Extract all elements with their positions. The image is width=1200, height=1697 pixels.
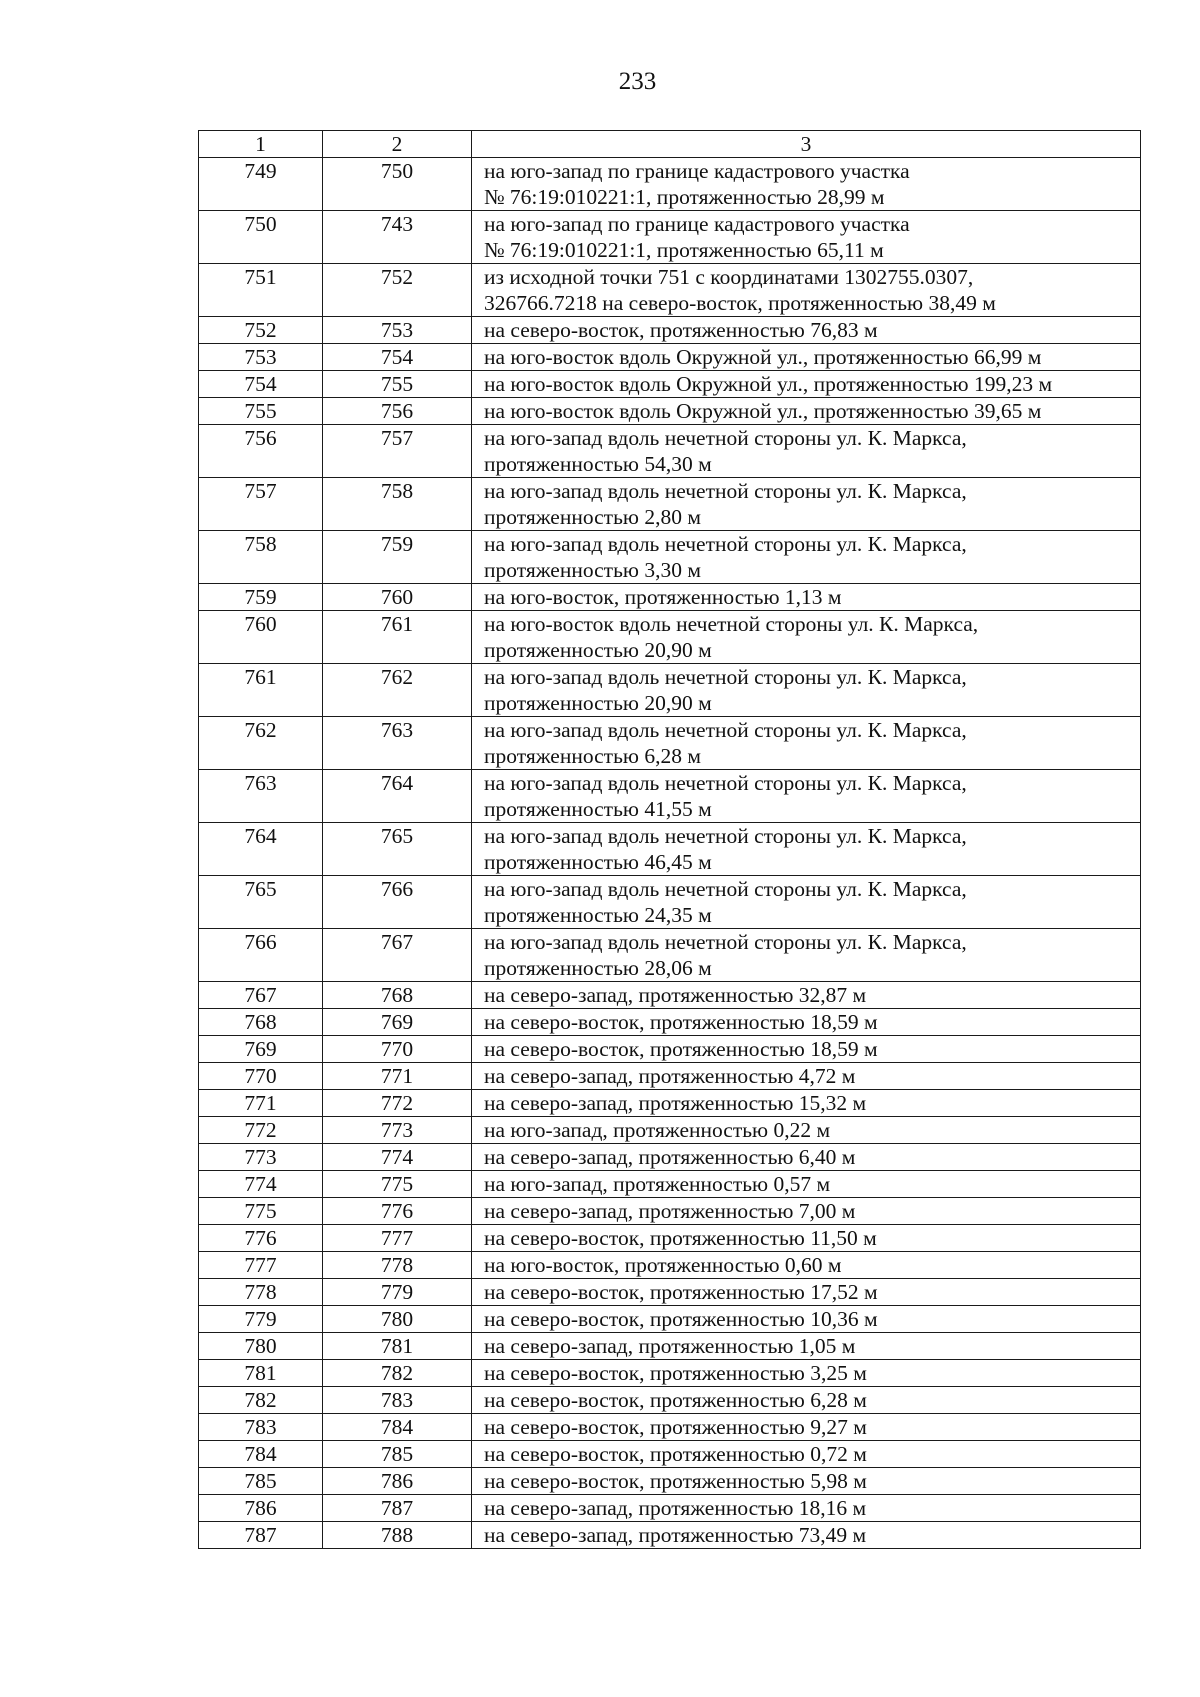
point-to-cell: 773 bbox=[323, 1117, 472, 1144]
table-row bbox=[199, 1468, 1141, 1495]
segment-description-cell bbox=[472, 1198, 1141, 1225]
point-to-cell: 753 bbox=[323, 317, 472, 344]
point-from-cell: 787 bbox=[199, 1522, 323, 1549]
point-to-cell: 763 bbox=[323, 717, 472, 770]
point-to-cell: 768 bbox=[323, 982, 472, 1009]
description-line: на юго-запад вдоль нечетной стороны ул. К. Маркса, bbox=[484, 479, 967, 503]
point-to-cell: 774 bbox=[323, 1144, 472, 1171]
point-from-cell: 760 bbox=[199, 611, 323, 664]
segment-description-cell bbox=[472, 531, 1141, 584]
description-line: на северо-восток, протяженностью 6,28 м bbox=[484, 1388, 867, 1412]
description-line: 326766.7218 на северо-восток, протяженностью 38,49 м bbox=[484, 291, 996, 315]
table-row bbox=[199, 1036, 1141, 1063]
description-line: протяженностью 28,06 м bbox=[484, 956, 712, 980]
description-line: на юго-восток, протяженностью 1,13 м bbox=[484, 585, 842, 609]
point-from-cell: 779 bbox=[199, 1306, 323, 1333]
table-row bbox=[199, 531, 1141, 584]
segment-description-cell bbox=[472, 1279, 1141, 1306]
segment-description-cell bbox=[472, 611, 1141, 664]
segment-description-cell bbox=[472, 1333, 1141, 1360]
table-row bbox=[199, 398, 1141, 425]
point-from-cell: 750 bbox=[199, 211, 323, 264]
point-to-cell: 764 bbox=[323, 770, 472, 823]
segment-description-cell bbox=[472, 1090, 1141, 1117]
description-line: на северо-восток, протяженностью 18,59 м bbox=[484, 1037, 878, 1061]
point-to-cell: 769 bbox=[323, 1009, 472, 1036]
point-from-cell: 785 bbox=[199, 1468, 323, 1495]
point-to-cell: 778 bbox=[323, 1252, 472, 1279]
point-to-cell: 781 bbox=[323, 1333, 472, 1360]
table-row bbox=[199, 1090, 1141, 1117]
point-from-cell: 752 bbox=[199, 317, 323, 344]
table-row bbox=[199, 1360, 1141, 1387]
segment-description-cell bbox=[472, 982, 1141, 1009]
table-header-row bbox=[199, 131, 1141, 158]
point-to-cell: 782 bbox=[323, 1360, 472, 1387]
point-from-cell: 784 bbox=[199, 1441, 323, 1468]
description-line: на северо-восток, протяженностью 9,27 м bbox=[484, 1415, 867, 1439]
point-from-cell: 759 bbox=[199, 584, 323, 611]
point-from-cell: 766 bbox=[199, 929, 323, 982]
description-line: на юго-запад вдоль нечетной стороны ул. К. Маркса, bbox=[484, 665, 967, 689]
point-from-cell: 763 bbox=[199, 770, 323, 823]
description-line: на северо-восток, протяженностью 0,72 м bbox=[484, 1442, 867, 1466]
table-row bbox=[199, 1306, 1141, 1333]
description-line: из исходной точки 751 с координатами 1302755.0307, bbox=[484, 265, 974, 289]
table-row bbox=[199, 876, 1141, 929]
segment-description-cell bbox=[472, 1468, 1141, 1495]
segment-description-cell bbox=[472, 371, 1141, 398]
table-row bbox=[199, 371, 1141, 398]
description-line: на северо-восток, протяженностью 5,98 м bbox=[484, 1469, 867, 1493]
table-row bbox=[199, 1063, 1141, 1090]
point-to-cell: 786 bbox=[323, 1468, 472, 1495]
description-line: на северо-запад, протяженностью 1,05 м bbox=[484, 1334, 856, 1358]
point-to-cell: 785 bbox=[323, 1441, 472, 1468]
description-line: протяженностью 6,28 м bbox=[484, 744, 701, 768]
table-row bbox=[199, 158, 1141, 211]
point-to-cell: 754 bbox=[323, 344, 472, 371]
description-line: на юго-запад вдоль нечетной стороны ул. К. Маркса, bbox=[484, 426, 967, 450]
description-line: на северо-запад, протяженностью 73,49 м bbox=[484, 1523, 867, 1547]
segment-description-cell bbox=[472, 1171, 1141, 1198]
column-header-description: 3 bbox=[472, 131, 1141, 158]
segment-description-cell bbox=[472, 1009, 1141, 1036]
table-row bbox=[199, 478, 1141, 531]
description-line: на юго-запад вдоль нечетной стороны ул. К. Маркса, bbox=[484, 930, 967, 954]
segment-description-cell bbox=[472, 1522, 1141, 1549]
table-row bbox=[199, 211, 1141, 264]
point-to-cell: 759 bbox=[323, 531, 472, 584]
point-from-cell: 783 bbox=[199, 1414, 323, 1441]
table-row bbox=[199, 1495, 1141, 1522]
segment-description-cell bbox=[472, 1252, 1141, 1279]
segment-description-cell bbox=[472, 1036, 1141, 1063]
table-row bbox=[199, 1387, 1141, 1414]
description-line: протяженностью 41,55 м bbox=[484, 797, 712, 821]
point-to-cell: 771 bbox=[323, 1063, 472, 1090]
point-from-cell: 771 bbox=[199, 1090, 323, 1117]
column-header-from: 1 bbox=[199, 131, 323, 158]
description-line: протяженностью 54,30 м bbox=[484, 452, 712, 476]
segment-description-cell bbox=[472, 1387, 1141, 1414]
point-to-cell: 775 bbox=[323, 1171, 472, 1198]
table-row bbox=[199, 717, 1141, 770]
segment-description-cell bbox=[472, 211, 1141, 264]
table-row bbox=[199, 611, 1141, 664]
segment-description-cell bbox=[472, 770, 1141, 823]
description-line: на юго-запад вдоль нечетной стороны ул. К. Маркса, bbox=[484, 877, 967, 901]
point-from-cell: 769 bbox=[199, 1036, 323, 1063]
table-row bbox=[199, 344, 1141, 371]
description-line: на юго-запад вдоль нечетной стороны ул. К. Маркса, bbox=[484, 532, 967, 556]
point-from-cell: 774 bbox=[199, 1171, 323, 1198]
table-row bbox=[199, 1414, 1141, 1441]
point-from-cell: 749 bbox=[199, 158, 323, 211]
point-to-cell: 784 bbox=[323, 1414, 472, 1441]
point-to-cell: 760 bbox=[323, 584, 472, 611]
segment-description-cell bbox=[472, 1225, 1141, 1252]
point-to-cell: 777 bbox=[323, 1225, 472, 1252]
segment-description-cell bbox=[472, 1144, 1141, 1171]
column-header-to: 2 bbox=[323, 131, 472, 158]
table-row bbox=[199, 264, 1141, 317]
point-from-cell: 756 bbox=[199, 425, 323, 478]
point-to-cell: 766 bbox=[323, 876, 472, 929]
description-line: № 76:19:010221:1, протяженностью 65,11 м bbox=[484, 238, 884, 262]
point-from-cell: 775 bbox=[199, 1198, 323, 1225]
point-from-cell: 773 bbox=[199, 1144, 323, 1171]
description-line: протяженностью 46,45 м bbox=[484, 850, 712, 874]
segment-description-cell bbox=[472, 584, 1141, 611]
segment-description-cell bbox=[472, 1495, 1141, 1522]
segment-description-cell bbox=[472, 1063, 1141, 1090]
description-line: на юго-восток вдоль Окружной ул., протяженностью 66,99 м bbox=[484, 345, 1042, 369]
point-to-cell: 788 bbox=[323, 1522, 472, 1549]
description-line: протяженностью 20,90 м bbox=[484, 691, 712, 715]
point-from-cell: 770 bbox=[199, 1063, 323, 1090]
point-to-cell: 767 bbox=[323, 929, 472, 982]
point-from-cell: 754 bbox=[199, 371, 323, 398]
table-row bbox=[199, 982, 1141, 1009]
description-line: протяженностью 3,30 м bbox=[484, 558, 701, 582]
table-row bbox=[199, 1333, 1141, 1360]
point-from-cell: 762 bbox=[199, 717, 323, 770]
description-line: на северо-восток, протяженностью 11,50 м bbox=[484, 1226, 877, 1250]
point-from-cell: 755 bbox=[199, 398, 323, 425]
description-line: на юго-восток, протяженностью 0,60 м bbox=[484, 1253, 842, 1277]
segment-description-cell bbox=[472, 158, 1141, 211]
point-to-cell: 756 bbox=[323, 398, 472, 425]
point-from-cell: 772 bbox=[199, 1117, 323, 1144]
description-line: на северо-запад, протяженностью 4,72 м bbox=[484, 1064, 856, 1088]
description-line: на северо-запад, протяженностью 15,32 м bbox=[484, 1091, 867, 1115]
point-from-cell: 767 bbox=[199, 982, 323, 1009]
description-line: на северо-запад, протяженностью 18,16 м bbox=[484, 1496, 867, 1520]
table-row bbox=[199, 584, 1141, 611]
description-line: на юго-запад по границе кадастрового участка bbox=[484, 212, 910, 236]
table-row bbox=[199, 1441, 1141, 1468]
table-row bbox=[199, 425, 1141, 478]
point-to-cell: 752 bbox=[323, 264, 472, 317]
description-line: на северо-запад, протяженностью 6,40 м bbox=[484, 1145, 856, 1169]
point-from-cell: 778 bbox=[199, 1279, 323, 1306]
description-line: на северо-восток, протяженностью 76,83 м bbox=[484, 318, 878, 342]
description-line: на северо-запад, протяженностью 32,87 м bbox=[484, 983, 867, 1007]
table-row bbox=[199, 1522, 1141, 1549]
segment-description-cell bbox=[472, 1306, 1141, 1333]
table-row bbox=[199, 1279, 1141, 1306]
description-line: на северо-восток, протяженностью 17,52 м bbox=[484, 1280, 878, 1304]
point-to-cell: 783 bbox=[323, 1387, 472, 1414]
point-to-cell: 755 bbox=[323, 371, 472, 398]
segment-description-cell bbox=[472, 664, 1141, 717]
segment-description-cell bbox=[472, 876, 1141, 929]
segment-description-cell bbox=[472, 398, 1141, 425]
table-row bbox=[199, 929, 1141, 982]
point-to-cell: 770 bbox=[323, 1036, 472, 1063]
point-from-cell: 764 bbox=[199, 823, 323, 876]
description-line: протяженностью 24,35 м bbox=[484, 903, 712, 927]
segment-description-cell bbox=[472, 425, 1141, 478]
segment-description-cell bbox=[472, 1414, 1141, 1441]
description-line: на юго-запад вдоль нечетной стороны ул. К. Маркса, bbox=[484, 771, 967, 795]
point-to-cell: 750 bbox=[323, 158, 472, 211]
point-to-cell: 772 bbox=[323, 1090, 472, 1117]
segment-description-cell bbox=[472, 1441, 1141, 1468]
point-from-cell: 782 bbox=[199, 1387, 323, 1414]
point-from-cell: 753 bbox=[199, 344, 323, 371]
description-line: № 76:19:010221:1, протяженностью 28,99 м bbox=[484, 185, 885, 209]
description-line: на юго-запад вдоль нечетной стороны ул. К. Маркса, bbox=[484, 824, 967, 848]
table-row bbox=[199, 1171, 1141, 1198]
description-line: на юго-восток вдоль нечетной стороны ул. К. Маркса, bbox=[484, 612, 979, 636]
description-line: на юго-запад, протяженностью 0,57 м bbox=[484, 1172, 831, 1196]
description-line: на северо-восток, протяженностью 18,59 м bbox=[484, 1010, 878, 1034]
table-row bbox=[199, 823, 1141, 876]
description-line: на юго-восток вдоль Окружной ул., протяженностью 39,65 м bbox=[484, 399, 1042, 423]
table-row bbox=[199, 1198, 1141, 1225]
boundary-route-table bbox=[198, 130, 1141, 1549]
point-to-cell: 743 bbox=[323, 211, 472, 264]
table-row bbox=[199, 1144, 1141, 1171]
table-row bbox=[199, 317, 1141, 344]
description-line: протяженностью 2,80 м bbox=[484, 505, 701, 529]
point-from-cell: 780 bbox=[199, 1333, 323, 1360]
description-line: на северо-восток, протяженностью 10,36 м bbox=[484, 1307, 878, 1331]
segment-description-cell bbox=[472, 264, 1141, 317]
point-to-cell: 762 bbox=[323, 664, 472, 717]
page-number: 233 bbox=[618, 68, 657, 95]
segment-description-cell bbox=[472, 823, 1141, 876]
table-row bbox=[199, 1117, 1141, 1144]
point-from-cell: 776 bbox=[199, 1225, 323, 1252]
point-to-cell: 757 bbox=[323, 425, 472, 478]
point-from-cell: 751 bbox=[199, 264, 323, 317]
segment-description-cell bbox=[472, 344, 1141, 371]
segment-description-cell bbox=[472, 1360, 1141, 1387]
point-to-cell: 761 bbox=[323, 611, 472, 664]
point-to-cell: 758 bbox=[323, 478, 472, 531]
description-line: на юго-восток вдоль Окружной ул., протяженностью 199,23 м bbox=[484, 372, 1053, 396]
description-line: на юго-запад, протяженностью 0,22 м bbox=[484, 1118, 831, 1142]
description-line: на северо-восток, протяженностью 3,25 м bbox=[484, 1361, 867, 1385]
point-from-cell: 786 bbox=[199, 1495, 323, 1522]
point-from-cell: 777 bbox=[199, 1252, 323, 1279]
point-from-cell: 768 bbox=[199, 1009, 323, 1036]
segment-description-cell bbox=[472, 317, 1141, 344]
point-to-cell: 780 bbox=[323, 1306, 472, 1333]
table-body bbox=[199, 158, 1141, 1549]
description-line: протяженностью 20,90 м bbox=[484, 638, 712, 662]
description-line: на юго-запад вдоль нечетной стороны ул. К. Маркса, bbox=[484, 718, 967, 742]
description-line: на юго-запад по границе кадастрового участка bbox=[484, 159, 910, 183]
point-to-cell: 787 bbox=[323, 1495, 472, 1522]
segment-description-cell bbox=[472, 929, 1141, 982]
point-to-cell: 776 bbox=[323, 1198, 472, 1225]
point-from-cell: 781 bbox=[199, 1360, 323, 1387]
table-row bbox=[199, 1009, 1141, 1036]
table-row bbox=[199, 664, 1141, 717]
point-from-cell: 757 bbox=[199, 478, 323, 531]
table-row bbox=[199, 1252, 1141, 1279]
point-from-cell: 758 bbox=[199, 531, 323, 584]
segment-description-cell bbox=[472, 1117, 1141, 1144]
segment-description-cell bbox=[472, 478, 1141, 531]
point-from-cell: 761 bbox=[199, 664, 323, 717]
point-to-cell: 779 bbox=[323, 1279, 472, 1306]
description-line: на северо-запад, протяженностью 7,00 м bbox=[484, 1199, 856, 1223]
table-row bbox=[199, 1225, 1141, 1252]
point-to-cell: 765 bbox=[323, 823, 472, 876]
segment-description-cell bbox=[472, 717, 1141, 770]
point-from-cell: 765 bbox=[199, 876, 323, 929]
table-row bbox=[199, 770, 1141, 823]
